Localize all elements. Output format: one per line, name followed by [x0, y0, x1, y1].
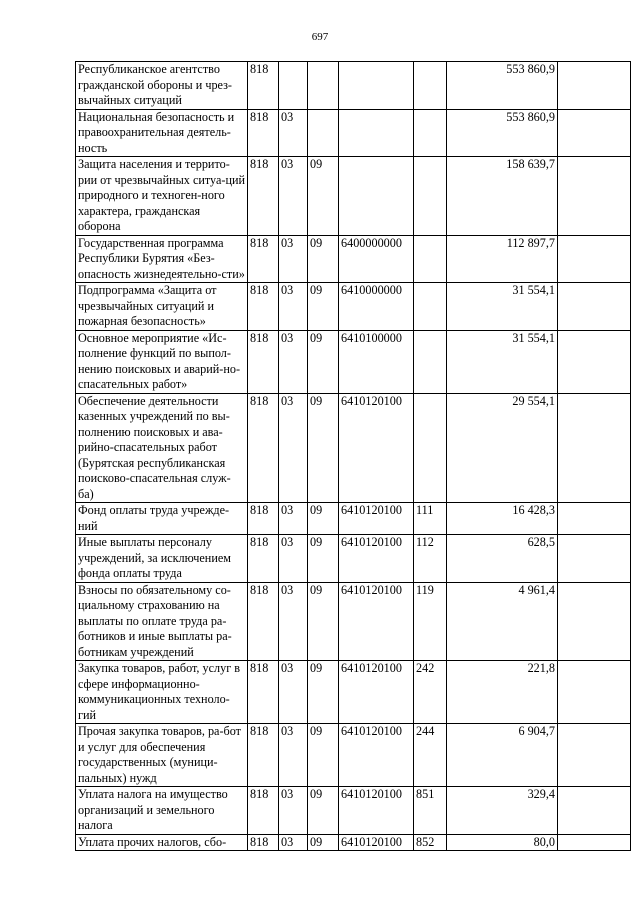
target-article-code: 6410120100 — [339, 661, 414, 724]
section-code: 03 — [279, 393, 308, 503]
amount: 112 897,7 — [447, 235, 558, 283]
empty-cell — [558, 724, 631, 787]
ministry-code: 818 — [248, 330, 279, 393]
table-row — [76, 535, 631, 583]
row-name: Основное мероприятие «Ис-полнение функций по выпол-нению поисковых и аварий-но-спасательных работ» — [76, 330, 248, 393]
page-number: 697 — [311, 31, 329, 43]
ministry-code: 818 — [248, 503, 279, 535]
table-row — [76, 157, 631, 236]
expense-type-code — [414, 283, 447, 331]
table-row — [76, 62, 631, 110]
row-name: Прочая закупка товаров, ра-бот и услуг для обеспечения государственных (муници-пальных) нужд — [76, 724, 248, 787]
table-row — [76, 582, 631, 661]
empty-cell — [558, 157, 631, 236]
target-article-code: 6410100000 — [339, 330, 414, 393]
table-row — [76, 503, 631, 535]
amount: 4 961,4 — [447, 582, 558, 661]
expense-type-code: 851 — [414, 787, 447, 835]
section-code: 03 — [279, 283, 308, 331]
table-row — [76, 661, 631, 724]
subsection-code: 09 — [308, 330, 339, 393]
expense-type-code — [414, 393, 447, 503]
budget-table-body — [76, 62, 631, 851]
amount: 221,8 — [447, 661, 558, 724]
row-name: Обеспечение деятельности казенных учреждений по вы-полнению поисковых и ава-рийно-спасательных работ (Бурятская республиканская поисково-спасательная служ-ба) — [76, 393, 248, 503]
section-code: 03 — [279, 330, 308, 393]
ministry-code: 818 — [248, 582, 279, 661]
subsection-code: 09 — [308, 235, 339, 283]
target-article-code: 6400000000 — [339, 235, 414, 283]
amount: 80,0 — [447, 834, 558, 851]
row-name: Закупка товаров, работ, услуг в сфере информационно-коммуникационных техноло-гий — [76, 661, 248, 724]
subsection-code — [308, 62, 339, 110]
empty-cell — [558, 661, 631, 724]
section-code: 03 — [279, 787, 308, 835]
subsection-code: 09 — [308, 661, 339, 724]
target-article-code: 6410120100 — [339, 503, 414, 535]
empty-cell — [558, 393, 631, 503]
subsection-code: 09 — [308, 535, 339, 583]
ministry-code: 818 — [248, 157, 279, 236]
target-article-code — [339, 157, 414, 236]
subsection-code: 09 — [308, 503, 339, 535]
empty-cell — [558, 503, 631, 535]
ministry-code: 818 — [248, 62, 279, 110]
expense-type-code — [414, 62, 447, 110]
section-code: 03 — [279, 503, 308, 535]
target-article-code: 6410120100 — [339, 834, 414, 851]
expense-type-code: 119 — [414, 582, 447, 661]
expense-type-code — [414, 157, 447, 236]
empty-cell — [558, 535, 631, 583]
table-row — [76, 109, 631, 157]
expense-type-code: 112 — [414, 535, 447, 583]
row-name: Фонд оплаты труда учрежде-ний — [76, 503, 248, 535]
target-article-code: 6410120100 — [339, 535, 414, 583]
subsection-code: 09 — [308, 157, 339, 236]
expense-type-code — [414, 330, 447, 393]
ministry-code: 818 — [248, 787, 279, 835]
ministry-code: 818 — [248, 834, 279, 851]
ministry-code: 818 — [248, 109, 279, 157]
empty-cell — [558, 109, 631, 157]
section-code: 03 — [279, 235, 308, 283]
table-row — [76, 283, 631, 331]
section-code: 03 — [279, 834, 308, 851]
section-code — [279, 62, 308, 110]
ministry-code: 818 — [248, 393, 279, 503]
amount: 329,4 — [447, 787, 558, 835]
target-article-code: 6410000000 — [339, 283, 414, 331]
amount: 553 860,9 — [447, 109, 558, 157]
amount: 628,5 — [447, 535, 558, 583]
row-name: Национальная безопасность и правоохранительная деятель-ность — [76, 109, 248, 157]
ministry-code: 818 — [248, 235, 279, 283]
budget-table — [75, 61, 631, 851]
expense-type-code — [414, 235, 447, 283]
empty-cell — [558, 283, 631, 331]
amount: 29 554,1 — [447, 393, 558, 503]
section-code: 03 — [279, 582, 308, 661]
empty-cell — [558, 62, 631, 110]
table-row — [76, 787, 631, 835]
empty-cell — [558, 235, 631, 283]
ministry-code: 818 — [248, 661, 279, 724]
table-row — [76, 834, 631, 851]
target-article-code — [339, 109, 414, 157]
expense-type-code: 852 — [414, 834, 447, 851]
target-article-code: 6410120100 — [339, 393, 414, 503]
section-code: 03 — [279, 661, 308, 724]
subsection-code: 09 — [308, 724, 339, 787]
amount: 31 554,1 — [447, 283, 558, 331]
section-code: 03 — [279, 535, 308, 583]
subsection-code: 09 — [308, 787, 339, 835]
subsection-code: 09 — [308, 834, 339, 851]
section-code: 03 — [279, 724, 308, 787]
subsection-code — [308, 109, 339, 157]
target-article-code — [339, 62, 414, 110]
row-name: Республиканское агентство гражданской обороны и чрез-вычайных ситуаций — [76, 62, 248, 110]
amount: 16 428,3 — [447, 503, 558, 535]
expense-type-code: 244 — [414, 724, 447, 787]
empty-cell — [558, 787, 631, 835]
target-article-code: 6410120100 — [339, 724, 414, 787]
expense-type-code: 242 — [414, 661, 447, 724]
amount: 31 554,1 — [447, 330, 558, 393]
ministry-code: 818 — [248, 724, 279, 787]
table-row — [76, 330, 631, 393]
empty-cell — [558, 582, 631, 661]
amount: 158 639,7 — [447, 157, 558, 236]
target-article-code: 6410120100 — [339, 787, 414, 835]
row-name: Государственная программа Республики Бурятия «Без-опасность жизнедеятельно-сти» — [76, 235, 248, 283]
subsection-code: 09 — [308, 582, 339, 661]
row-name: Защита населения и террито-рии от чрезвычайных ситуа-ций природного и техноген-ного характера, гражданская оборона — [76, 157, 248, 236]
section-code: 03 — [279, 109, 308, 157]
row-name: Взносы по обязательному со-циальному страхованию на выплаты по оплате труда ра-ботников и иные выплаты ра-ботникам учреждений — [76, 582, 248, 661]
ministry-code: 818 — [248, 283, 279, 331]
subsection-code: 09 — [308, 283, 339, 331]
target-article-code: 6410120100 — [339, 582, 414, 661]
ministry-code: 818 — [248, 535, 279, 583]
row-name: Уплата налога на имущество организаций и земельного налога — [76, 787, 248, 835]
row-name: Уплата прочих налогов, сбо- — [76, 834, 248, 851]
section-code: 03 — [279, 157, 308, 236]
amount: 553 860,9 — [447, 62, 558, 110]
table-row — [76, 393, 631, 503]
row-name: Подпрограмма «Защита от чрезвычайных ситуаций и пожарная безопасность» — [76, 283, 248, 331]
table-row — [76, 235, 631, 283]
table-row — [76, 724, 631, 787]
subsection-code: 09 — [308, 393, 339, 503]
expense-type-code — [414, 109, 447, 157]
empty-cell — [558, 330, 631, 393]
row-name: Иные выплаты персоналу учреждений, за исключением фонда оплаты труда — [76, 535, 248, 583]
empty-cell — [558, 834, 631, 851]
amount: 6 904,7 — [447, 724, 558, 787]
expense-type-code: 111 — [414, 503, 447, 535]
